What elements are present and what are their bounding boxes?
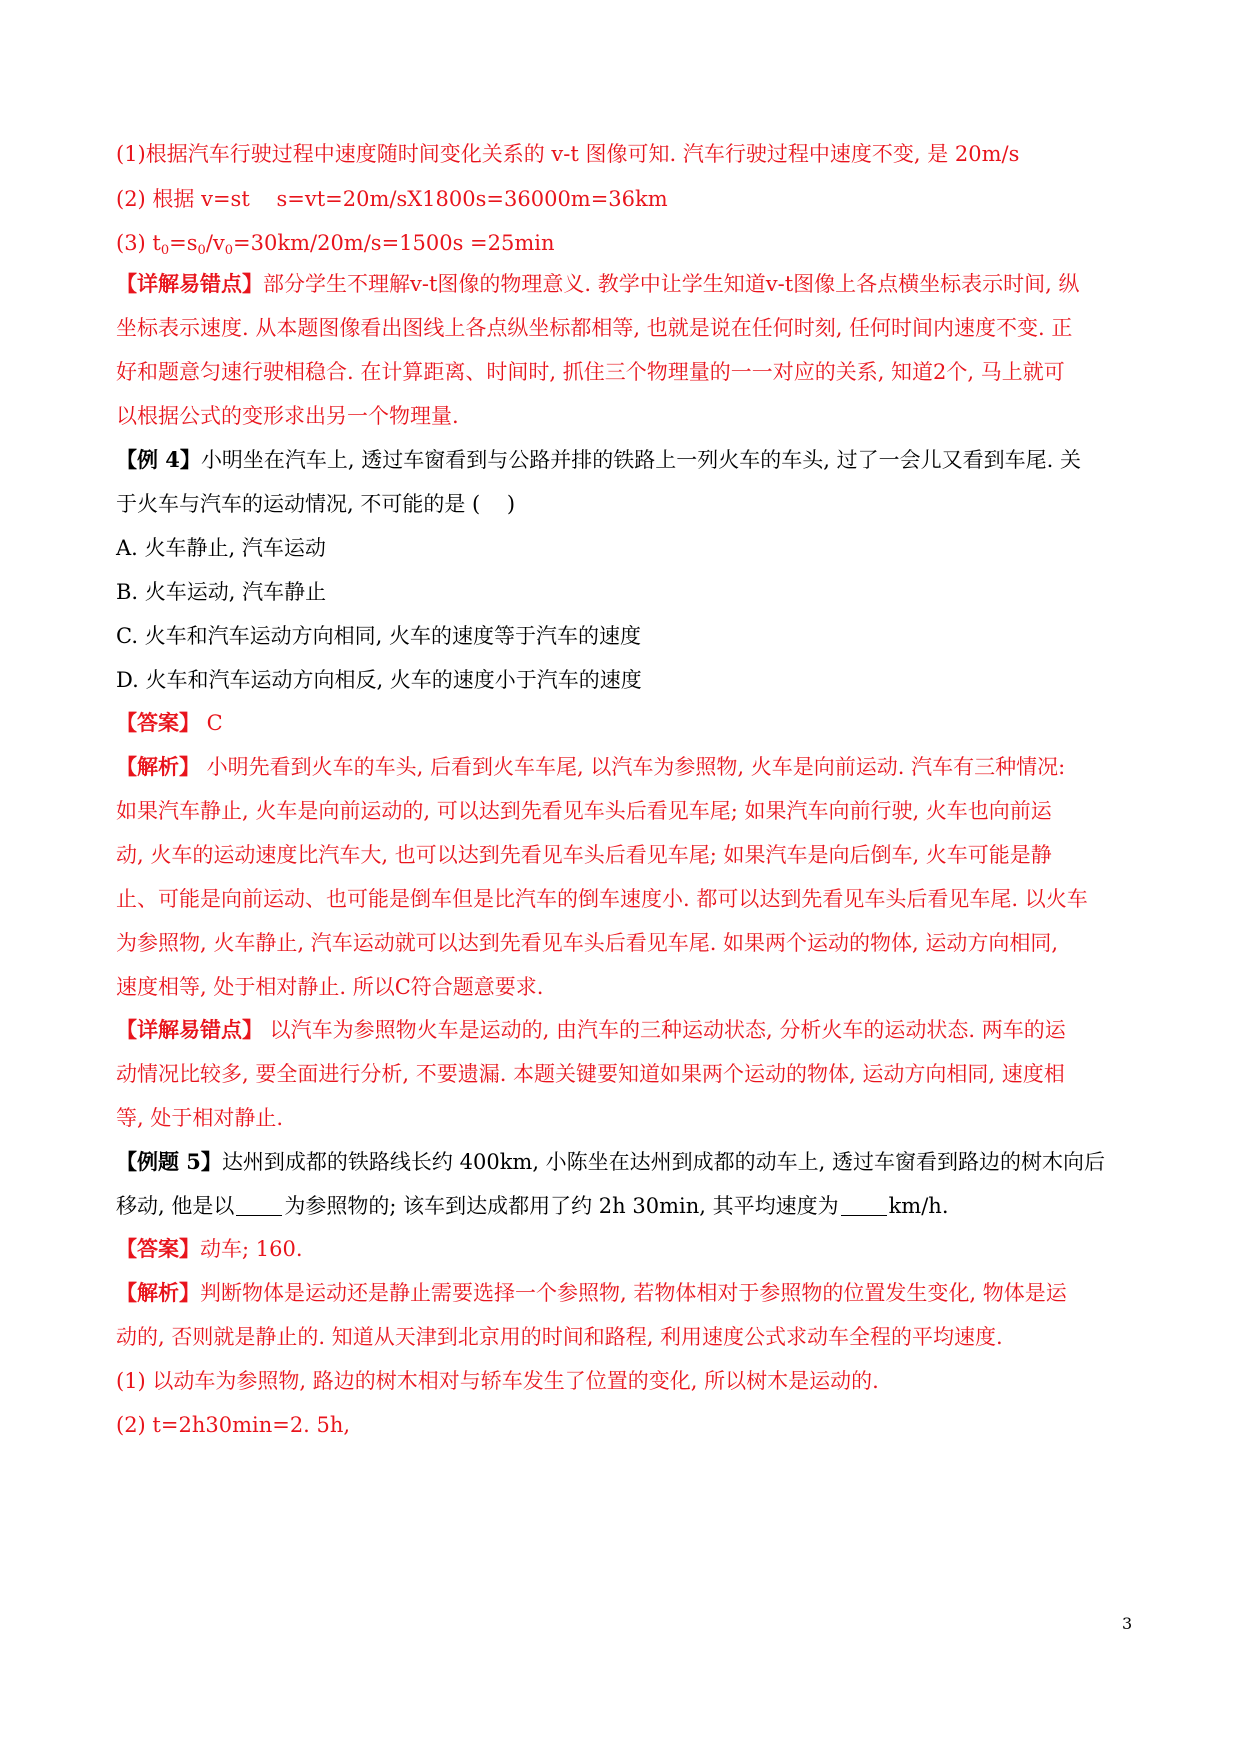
subscript: 0	[197, 243, 206, 258]
option-b	[116, 578, 1136, 606]
paragraph-line	[116, 358, 1136, 386]
subscript: 0	[160, 243, 170, 258]
solution-step-1	[116, 140, 1136, 168]
text: (1) 以动车为参照物, 路边的树木相对与轿车发生了位置的变化, 所以树木是运动的.	[116, 1369, 879, 1393]
paragraph-line	[116, 973, 1136, 1001]
paragraph-line	[116, 885, 1136, 913]
option-d	[116, 666, 1136, 694]
text: =30km/20m/s=1500s =25min	[233, 231, 555, 255]
text: (2) t=2h30min=2. 5h,	[116, 1413, 351, 1437]
text: D. 火车和汽车运动方向相反, 火车的速度小于汽车的速度	[116, 668, 642, 692]
section-label: 【例 4】	[116, 447, 201, 472]
text: 为参照物, 火车静止, 汽车运动就可以达到先看见车头后看见车尾. 如果两个运动的物体, 运动方向相同,	[116, 931, 1059, 955]
text: 移动, 他是以	[116, 1194, 235, 1218]
text: 以根据公式的变形求出另一个物理量.	[116, 404, 459, 428]
text: (1)根据汽车行驶过程中速度随时间变化关系的 v-t 图像可知. 汽车行驶过程中速度不变, 是 20m/s	[116, 142, 1020, 166]
option-a	[116, 534, 1136, 562]
section-label: 【例题 5】	[116, 1149, 222, 1174]
solution-step-1	[116, 1367, 1136, 1395]
analysis-paragraph-line	[116, 1279, 1136, 1307]
text: 部分学生不理解v-t图像的物理意义. 教学中让学生知道v-t图像上各点横坐标表示时间, 纵	[263, 272, 1080, 296]
section-label: 【详解易错点】	[116, 1017, 263, 1042]
paragraph-line	[116, 314, 1136, 342]
paragraph-line	[116, 929, 1136, 957]
text: 好和题意匀速行驶相稳合. 在计算距离、时间时, 抓住三个物理量的一一对应的关系, 知道2个, 马上就可	[116, 360, 1065, 384]
text: 速度相等, 处于相对静止. 所以C符合题意要求.	[116, 975, 544, 999]
paragraph-line	[116, 490, 1136, 518]
text: 动车; 160.	[200, 1237, 303, 1261]
solution-step-2	[116, 1411, 1136, 1439]
subscript: 0	[224, 243, 234, 258]
answer-line	[116, 1235, 1136, 1263]
fill-in-blank	[841, 1195, 887, 1216]
section-label: 【解析】	[116, 754, 200, 779]
text: C	[200, 711, 223, 735]
paragraph-line	[116, 1104, 1136, 1132]
text: B. 火车运动, 汽车静止	[116, 580, 327, 604]
error-analysis-paragraph-line	[116, 1016, 1136, 1044]
text: 如果汽车静止, 火车是向前运动的, 可以达到先看见车头后看见车尾; 如果汽车向前行驶, 火车也向前运	[116, 799, 1052, 823]
solution-step-2	[116, 185, 1136, 213]
text: 小明先看到火车的车头, 后看到火车车尾, 以汽车为参照物, 火车是向前运动. 汽车有三种情况:	[200, 755, 1066, 779]
text: 等, 处于相对静止.	[116, 1106, 284, 1130]
text: 坐标表示速度. 从本题图像看出图线上各点纵坐标都相等, 也就是说在任何时刻, 任何时间内速度不变. 正	[116, 316, 1073, 340]
paragraph-line	[116, 1192, 1136, 1220]
text: (2) 根据 v=st s=vt=20m/sX1800s=36000m=36km	[116, 187, 668, 211]
analysis-paragraph-line	[116, 753, 1136, 781]
solution-step-3	[116, 229, 1136, 257]
text: 以汽车为参照物火车是运动的, 由汽车的三种运动状态, 分析火车的运动状态. 两车的运	[263, 1018, 1066, 1042]
text: 于火车与汽车的运动情况, 不可能的是 ( )	[116, 492, 516, 516]
example-5-question	[116, 1148, 1136, 1176]
text: 小明坐在汽车上, 透过车窗看到与公路并排的铁路上一列火车的车头, 过了一会儿又看到车尾. 关	[200, 448, 1081, 472]
text: 达州到成都的铁路线长约 400km, 小陈坐在达州到成都的动车上, 透过车窗看到路边的树木向后	[221, 1150, 1106, 1174]
fill-in-blank	[236, 1195, 282, 1216]
error-analysis-paragraph-line	[116, 270, 1136, 298]
text: C. 火车和汽车运动方向相同, 火车的速度等于汽车的速度	[116, 624, 642, 648]
answer-line	[116, 709, 1136, 737]
text: 动情况比较多, 要全面进行分析, 不要遗漏. 本题关键要知道如果两个运动的物体, 运动方向相同, 速度相	[116, 1062, 1065, 1086]
paragraph-line	[116, 402, 1136, 430]
text: =s	[169, 231, 198, 255]
paragraph-line	[116, 1323, 1136, 1351]
option-c	[116, 622, 1136, 650]
text: 判断物体是运动还是静止需要选择一个参照物, 若物体相对于参照物的位置发生变化, 物体是运	[200, 1281, 1067, 1305]
paragraph-line	[116, 1060, 1136, 1088]
section-label: 【解析】	[116, 1280, 200, 1305]
text: 止、可能是向前运动、也可能是倒车但是比汽车的倒车速度小. 都可以达到先看见车头后看见车尾. 以火车	[116, 887, 1088, 911]
text: 动, 火车的运动速度比汽车大, 也可以达到先看见车头后看见车尾; 如果汽车是向后倒车, 火车可能是静	[116, 843, 1052, 867]
paragraph-line	[116, 797, 1136, 825]
section-label: 【答案】	[116, 1236, 200, 1261]
example-4-question	[116, 446, 1136, 474]
text: (3) t	[116, 231, 161, 255]
page-number: 3	[1122, 1614, 1133, 1633]
paragraph-line	[116, 841, 1136, 869]
text: A. 火车静止, 汽车运动	[116, 536, 326, 560]
text: 为参照物的; 该车到达成都用了约 2h 30min, 其平均速度为	[284, 1194, 839, 1218]
text: km/h.	[888, 1194, 949, 1218]
text: 动的, 否则就是静止的. 知道从天津到北京用的时间和路程, 利用速度公式求动车全程的平均速度.	[116, 1325, 1003, 1349]
section-label: 【答案】	[116, 710, 200, 735]
text: /v	[205, 231, 225, 255]
section-label: 【详解易错点】	[116, 271, 263, 296]
